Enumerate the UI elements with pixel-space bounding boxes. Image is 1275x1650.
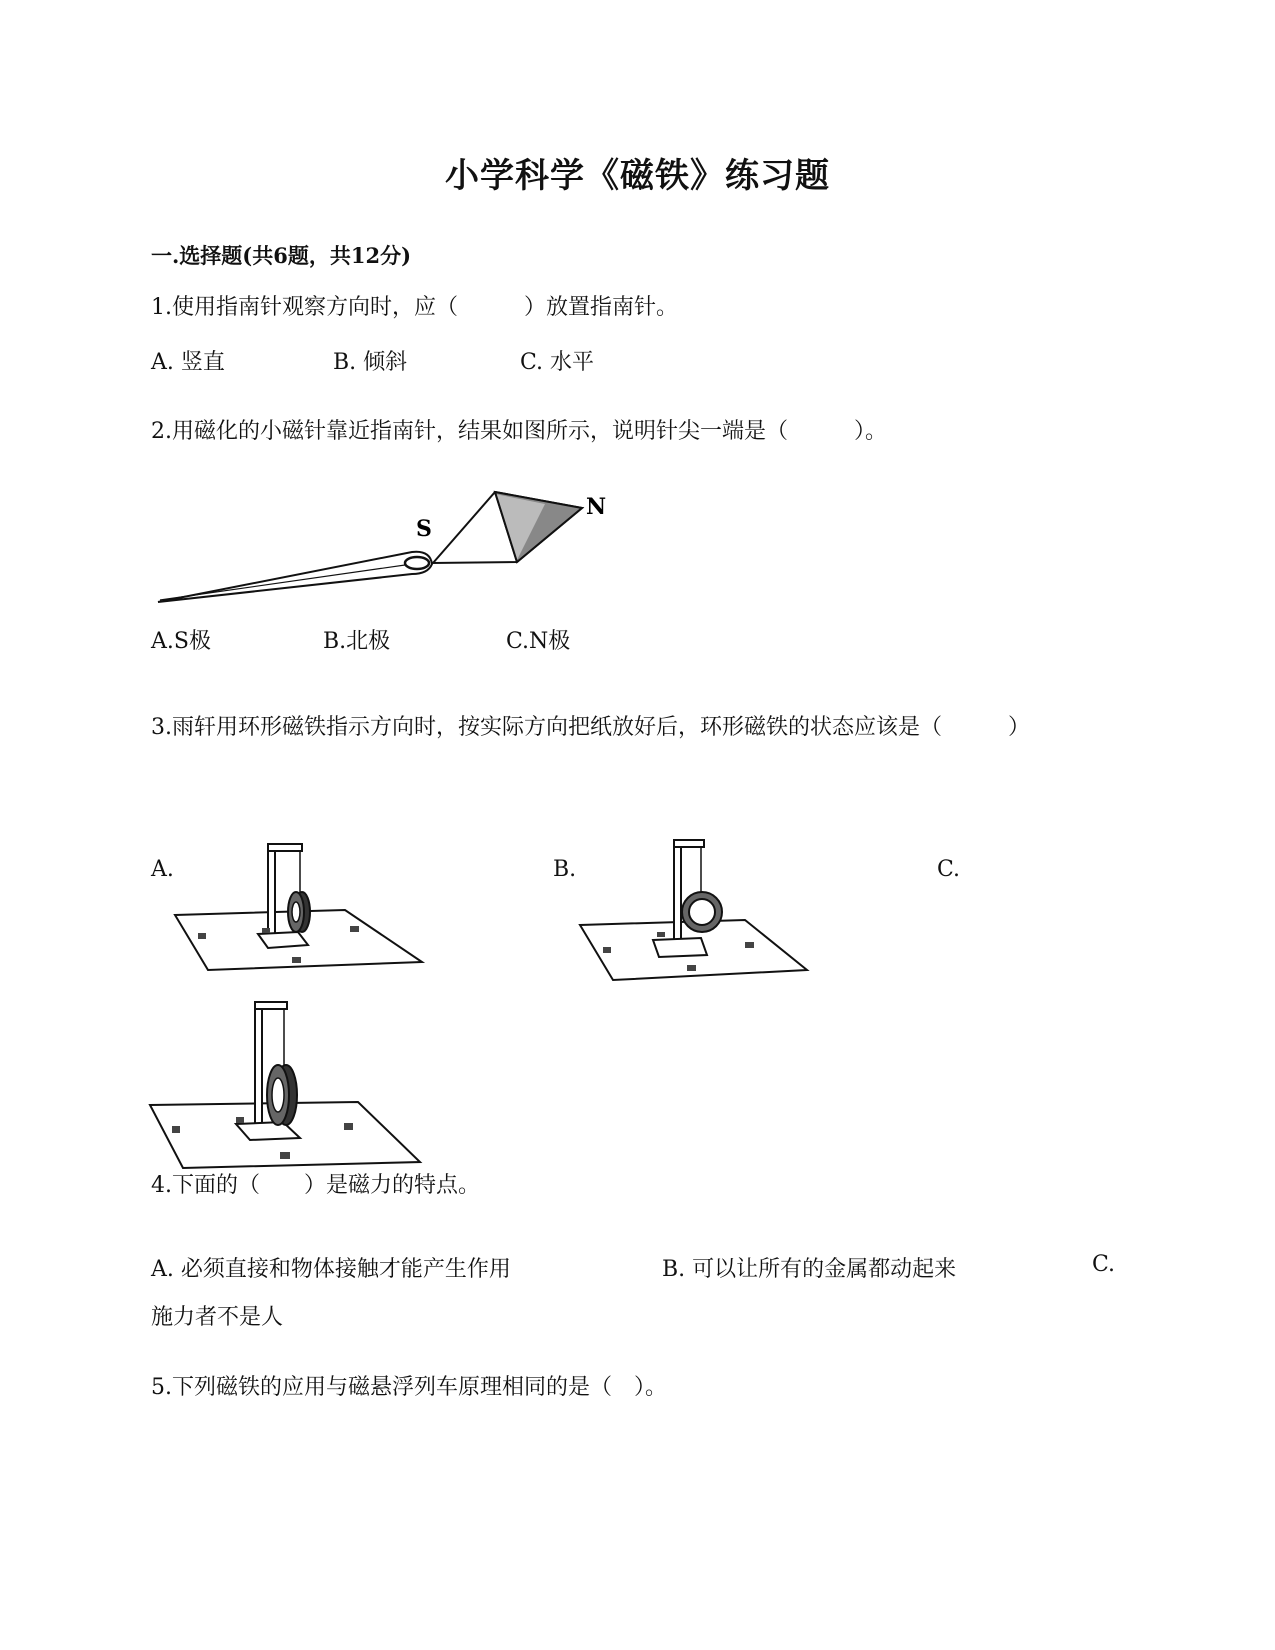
figure-label-n: N <box>586 494 607 520</box>
question-1-stem: 1.使用指南针观察方向时，应（ ）放置指南针。 <box>151 295 678 320</box>
question-4-option-c-text: 施力者不是人 <box>151 1305 284 1330</box>
question-3-option-b: B. <box>553 857 577 882</box>
question-3-option-c: C. <box>937 857 961 882</box>
question-3-option-a: A. <box>151 857 174 882</box>
question-1-option-c: C. 水平 <box>520 350 595 375</box>
question-4-option-b: B. 可以让所有的金属都动起来 <box>662 1257 957 1282</box>
section-heading: 一.选择题(共6题，共12分) <box>151 243 412 268</box>
question-2-stem: 2.用磁化的小磁针靠近指南针，结果如图所示，说明针尖一端是（ ）。 <box>151 419 887 444</box>
compass-pointer-icon <box>433 492 582 563</box>
ring-magnet-figure-a <box>170 830 425 980</box>
question-1-option-a: A. 竖直 <box>151 350 225 375</box>
question-4-option-c: C. <box>1092 1252 1116 1277</box>
question-2-option-c: C.N极 <box>506 629 571 654</box>
question-2-option-a: A.S极 <box>151 629 211 654</box>
question-3-stem: 3.雨轩用环形磁铁指示方向时，按实际方向把纸放好后，环形磁铁的状态应该是（ ） <box>151 715 1030 740</box>
question-5-stem: 5.下列磁铁的应用与磁悬浮列车原理相同的是（ ）。 <box>151 1375 667 1400</box>
magnetized-needle-icon <box>158 552 432 602</box>
needle-compass-figure <box>150 480 630 610</box>
question-1-option-b: B. 倾斜 <box>333 350 408 375</box>
question-2-option-b: B.北极 <box>323 629 391 654</box>
ring-magnet-figure-c <box>148 1000 423 1175</box>
question-4-stem: 4.下面的（ ）是磁力的特点。 <box>151 1173 480 1198</box>
page-title: 小学科学《磁铁》练习题 <box>445 156 830 196</box>
figure-label-s: S <box>416 516 432 542</box>
ring-magnet-figure-b <box>575 840 810 985</box>
question-4-option-a: A. 必须直接和物体接触才能产生作用 <box>151 1257 511 1282</box>
